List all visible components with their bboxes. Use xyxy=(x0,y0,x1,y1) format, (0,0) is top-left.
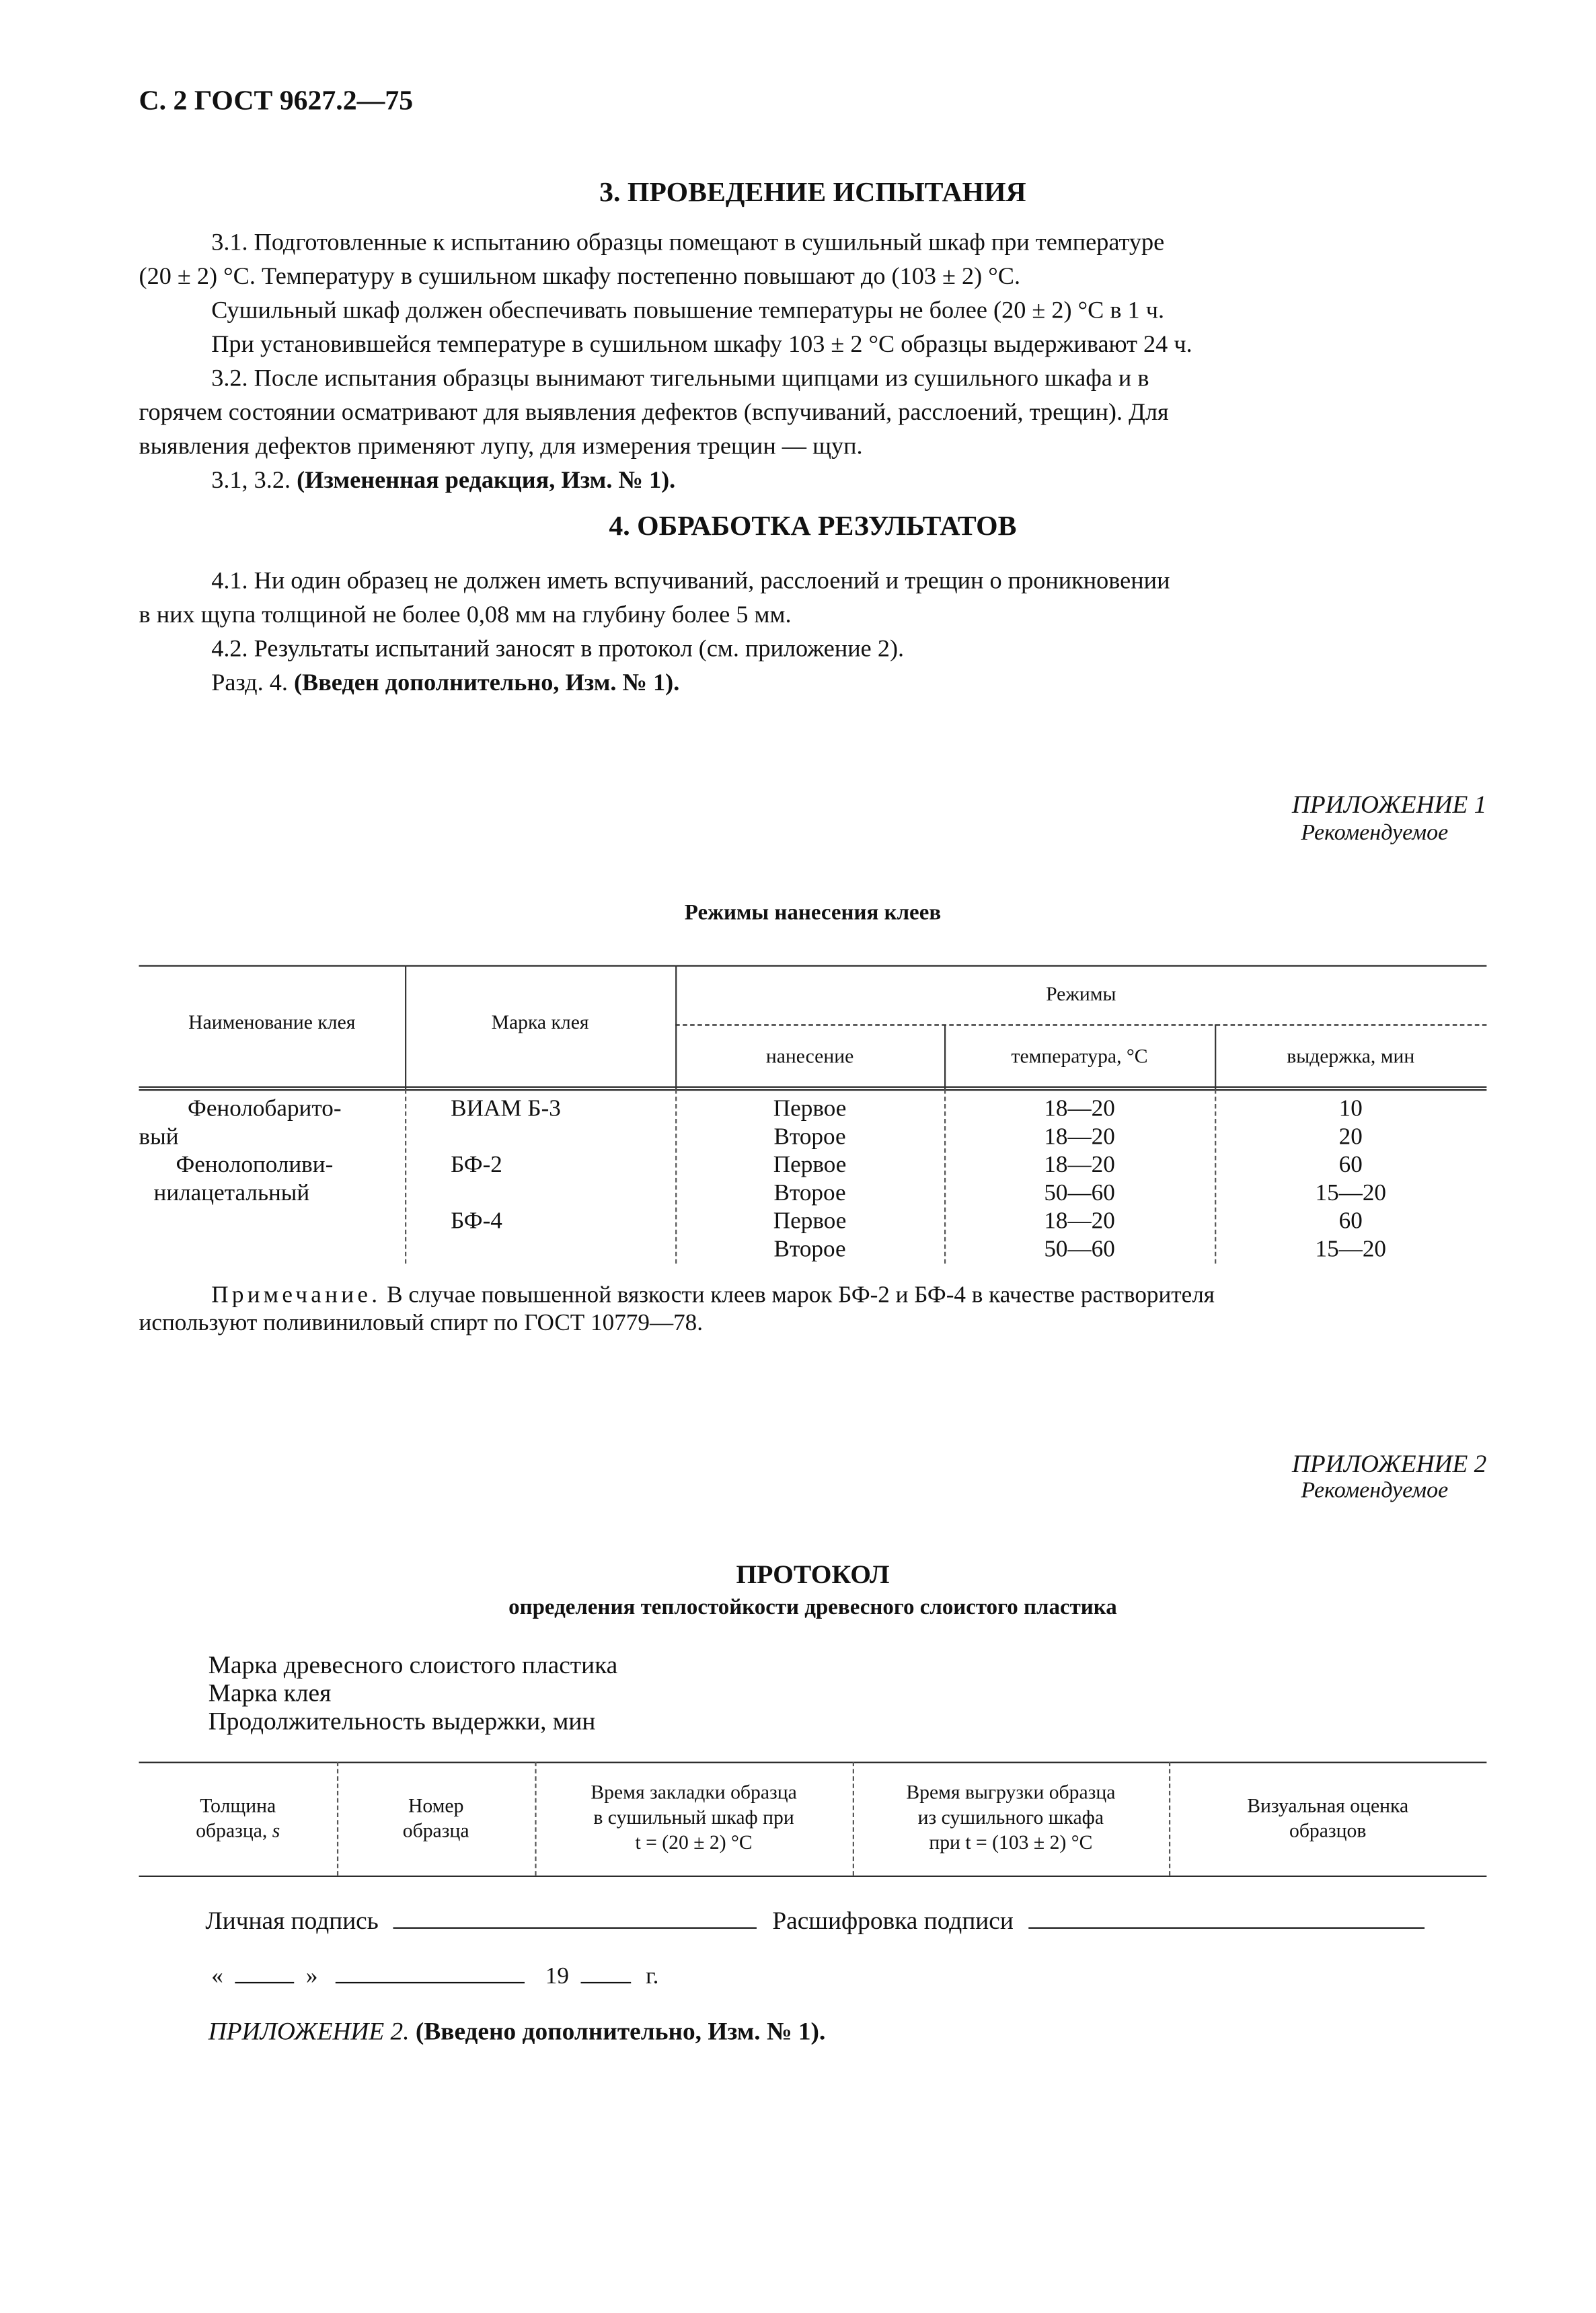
adhesive-name-line: нилацетальный xyxy=(153,1181,310,1206)
section-3-paragraph-4-line-1: 3.2. После испытания образцы вынимают тигельными щипцами из сушильного шкафа и в xyxy=(211,363,1149,392)
thickness-unit: образца, s xyxy=(196,1819,280,1842)
row-temperature: 50—60 xyxy=(1044,1237,1115,1263)
protocol-table-top-rule xyxy=(139,1762,1487,1763)
table-1-title: Режимы нанесения клеев xyxy=(684,902,942,926)
row-hold: 10 xyxy=(1338,1097,1363,1122)
row-application: Второе xyxy=(773,1124,846,1150)
table-body-col-rule xyxy=(405,1089,406,1263)
section-3-paragraph-1-line-2: (20 ± 2) °С. Температуру в сушильном шкафу постепенно повышают до (103 ± 2) °С. xyxy=(139,261,1021,290)
date-year-suffix: г. xyxy=(646,1964,659,1989)
appendix-1-label: ПРИЛОЖЕНИЕ 1 xyxy=(1291,791,1487,819)
section-3-paragraph-1-line-1: 3.1. Подготовленные к испытанию образцы помещают в сушильный шкаф при температуре xyxy=(211,227,1165,256)
row-hold: 15—20 xyxy=(1315,1237,1386,1263)
table-header-bottom-rule-2 xyxy=(139,1089,1487,1091)
signature-decode-label: Расшифровка подписи xyxy=(772,1906,1014,1935)
date-year-blank xyxy=(580,1961,631,1983)
appendix-1-status: Рекомендуемое xyxy=(1301,820,1449,846)
signature-blank xyxy=(393,1907,757,1929)
signature-decode-blank xyxy=(1028,1907,1424,1929)
amendment-ref: Разд. 4. xyxy=(211,667,288,696)
date-row xyxy=(211,1961,658,1991)
section-4-title: 4. ОБРАБОТКА РЕЗУЛЬТАТОВ xyxy=(609,511,1017,543)
protocol-col-load-time: Время закладки образца в сушильный шкаф при t = (20 ± 2) °С xyxy=(591,1781,797,1853)
protocol-subtitle: определения теплостойкости древесного слоистого пластика xyxy=(508,1596,1117,1620)
row-hold: 20 xyxy=(1338,1124,1363,1150)
row-temperature: 50—60 xyxy=(1044,1181,1115,1206)
amendment-text: (Введен дополнительно, Изм. № 1). xyxy=(293,667,680,696)
date-year-prefix: 19 xyxy=(545,1964,569,1989)
row-application: Первое xyxy=(773,1208,847,1235)
adhesive-brand: БФ-4 xyxy=(451,1208,502,1235)
section-3-amendment-note xyxy=(211,463,675,497)
protocol-col-thickness: Толщина образца, s xyxy=(139,1793,337,1843)
protocol-col-visual-assessment: Визуальная оценка образцов xyxy=(1247,1794,1409,1842)
section-3-title: 3. ПРОВЕДЕНИЕ ИСПЫТАНИЯ xyxy=(599,177,1026,209)
row-hold: 60 xyxy=(1338,1152,1363,1178)
section-4-paragraph-1-line-1: 4.1. Ни один образец не должен иметь вспучиваний, расслоений и трещин о проникновении xyxy=(211,566,1170,595)
adhesive-name-line: Фенолобарито- xyxy=(188,1097,342,1122)
appendix-2-label: ПРИЛОЖЕНИЕ 2 xyxy=(1291,1450,1487,1478)
section-3-paragraph-2: Сушильный шкаф должен обеспечивать повышение температуры не более (20 ± 2) °С в 1 ч. xyxy=(211,295,1165,324)
row-hold: 60 xyxy=(1338,1208,1363,1235)
row-application: Второе xyxy=(773,1237,846,1263)
table-note-line-1 xyxy=(211,1283,1215,1310)
row-hold: 15—20 xyxy=(1315,1181,1386,1206)
appendix-2-status: Рекомендуемое xyxy=(1301,1477,1449,1504)
date-day-blank xyxy=(235,1961,294,1983)
protocol-col-sample-number: Номер образца xyxy=(402,1794,469,1842)
table-top-rule xyxy=(139,965,1487,967)
signature-label: Личная подпись xyxy=(205,1906,379,1935)
section-4-amendment-note xyxy=(211,665,679,700)
date-month-blank xyxy=(336,1961,525,1983)
section-3-paragraph-4-line-3: выявления дефектов применяют лупу, для измерения трещин — щуп. xyxy=(139,431,863,460)
row-temperature: 18—20 xyxy=(1044,1124,1115,1150)
protocol-title: ПРОТОКОЛ xyxy=(736,1559,890,1589)
adhesive-brand: ВИАМ Б-3 xyxy=(451,1097,561,1122)
appendix-2-amendment-note xyxy=(208,2018,826,2047)
footer-appendix-ref: ПРИЛОЖЕНИЕ 2. xyxy=(208,2017,410,2046)
date-close-quote: » xyxy=(305,1964,318,1989)
section-4-paragraph-1-line-2: в них щупа толщиной не более 0,08 мм на глубину более 5 мм. xyxy=(139,599,792,628)
signature-row xyxy=(205,1907,1424,1936)
protocol-col-unload-time: Время выгрузки образца из сушильного шкафа при t = (103 ± 2) °С xyxy=(906,1781,1116,1853)
row-temperature: 18—20 xyxy=(1044,1152,1115,1178)
row-application: Первое xyxy=(773,1152,847,1178)
table-header-bottom-rule xyxy=(139,1087,1487,1088)
section-4-paragraph-2: 4.2. Результаты испытаний заносят в протокол (см. приложение 2). xyxy=(211,634,905,663)
table-note-line-2: используют поливиниловый спирт по ГОСТ 10779—78. xyxy=(139,1311,704,1336)
header-hold-time: выдержка, мин xyxy=(1287,1045,1415,1068)
row-application: Первое xyxy=(773,1097,847,1122)
table-subheader-rule xyxy=(675,1024,1486,1025)
adhesive-brand: БФ-2 xyxy=(451,1152,502,1178)
amendment-ref: 3.1, 3.2. xyxy=(211,465,291,494)
header-modes: Режимы xyxy=(1046,982,1116,1005)
section-3-paragraph-3: При установившейся температуре в сушильном шкафу 103 ± 2 °С образцы выдерживают 24 ч. xyxy=(211,329,1192,358)
header-application: нанесение xyxy=(765,1045,854,1068)
note-label: Примечание. xyxy=(211,1282,381,1309)
adhesive-name-line: вый xyxy=(139,1124,179,1150)
row-temperature: 18—20 xyxy=(1044,1208,1115,1235)
section-3-paragraph-4-line-2: горячем состоянии осматривают для выявления дефектов (вспучиваний, расслоений, трещин). Для xyxy=(139,397,1169,426)
amendment-text: (Измененная редакция, Изм. № 1). xyxy=(297,465,676,494)
protocol-table-bottom-rule xyxy=(139,1876,1487,1877)
header-adhesive-brand: Марка клея xyxy=(491,1011,589,1033)
thickness-symbol: s xyxy=(272,1819,280,1842)
row-application: Второе xyxy=(773,1181,846,1206)
row-temperature: 18—20 xyxy=(1044,1097,1115,1122)
protocol-field: Продолжительность выдержки, мин xyxy=(208,1707,596,1736)
header-adhesive-name: Наименование клея xyxy=(188,1011,356,1033)
adhesive-name-line: Фенолополиви- xyxy=(176,1152,334,1178)
footer-amendment-text: (Введено дополнительно, Изм. № 1). xyxy=(415,2017,826,2046)
note-text: В случае повышенной вязкости клеев марок БФ-2 и БФ-4 в качестве растворителя xyxy=(387,1282,1215,1309)
page-header: С. 2 ГОСТ 9627.2—75 xyxy=(139,85,414,117)
protocol-field: Марка древесного слоистого пластика xyxy=(208,1650,618,1679)
date-open-quote: « xyxy=(211,1964,223,1989)
header-temperature: температура, °С xyxy=(1011,1045,1148,1068)
protocol-field: Марка клея xyxy=(208,1679,332,1708)
